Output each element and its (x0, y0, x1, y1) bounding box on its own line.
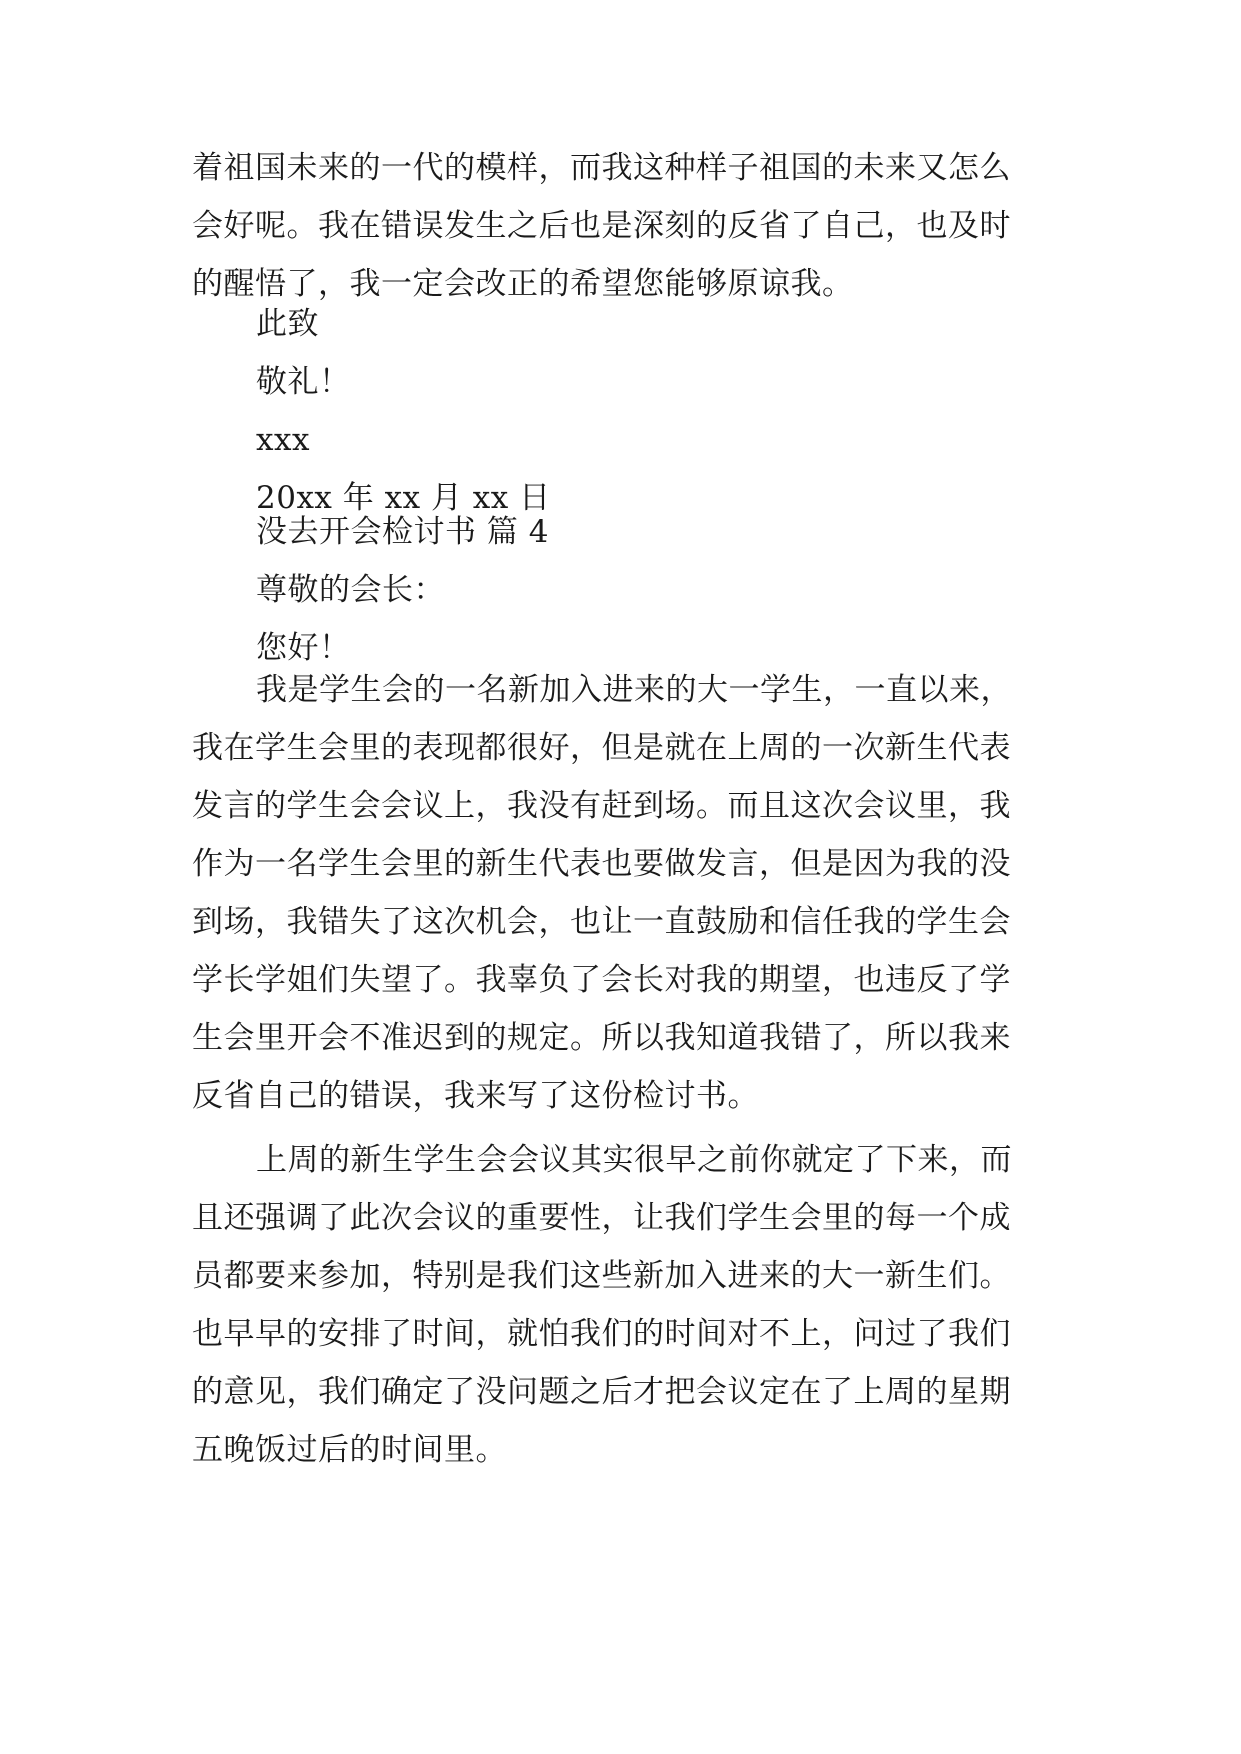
text-line: 发言的学生会会议上，我没有赶到场。而且这次会议里，我 (192, 788, 1011, 824)
greeting: 您好！ (256, 630, 351, 666)
text-line: 五晚饭过后的时间里。 (192, 1432, 507, 1468)
signature: xxx (256, 422, 310, 458)
text-line: 到场，我错失了这次机会，也让一直鼓励和信任我的学生会 (192, 904, 1011, 940)
text-line: 也早早的安排了时间，就怕我们的时间对不上，问过了我们 (192, 1316, 1011, 1352)
text-line: 会好呢。我在错误发生之后也是深刻的反省了自己，也及时 (192, 208, 1011, 244)
text-line: 且还强调了此次会议的重要性，让我们学生会里的每一个成 (192, 1200, 1011, 1236)
section-heading: 没去开会检讨书 篇 4 (256, 514, 549, 550)
body-paragraph-2 (192, 1131, 1072, 1479)
text-line: 员都要来参加，特别是我们这些新加入进来的大一新生们。 (192, 1258, 1011, 1294)
addressee: 尊敬的会长： (256, 572, 445, 608)
text-line: 作为一名学生会里的新生代表也要做发言，但是因为我的没 (192, 846, 1011, 882)
text-line: 的意见，我们确定了没问题之后才把会议定在了上周的星期 (192, 1374, 1011, 1410)
closing-block (192, 295, 1072, 527)
text-line: 我是学生会的一名新加入进来的大一学生，一直以来， (256, 672, 1012, 708)
text-line: 上周的新生学生会会议其实很早之前你就定了下来，而 (256, 1142, 1012, 1178)
text-line: 我在学生会里的表现都很好，但是就在上周的一次新生代表 (192, 730, 1011, 766)
text-line: 生会里开会不准迟到的规定。所以我知道我错了，所以我来 (192, 1020, 1011, 1056)
intro-paragraph (192, 139, 1072, 313)
text-line: 学长学姐们失望了。我辜负了会长对我的期望，也违反了学 (192, 962, 1011, 998)
body-paragraph-1 (192, 661, 1072, 1125)
date-line: 20xx 年 xx 月 xx 日 (256, 480, 551, 516)
salutation-line-1: 此致 (256, 306, 319, 342)
section-header-block (192, 503, 1072, 677)
text-line: 反省自己的错误，我来写了这份检讨书。 (192, 1078, 759, 1114)
text-line: 的醒悟了，我一定会改正的希望您能够原谅我。 (192, 266, 854, 302)
salutation-line-2: 敬礼！ (256, 364, 351, 400)
text-line: 着祖国未来的一代的模样，而我这种样子祖国的未来又怎么 (192, 150, 1011, 186)
